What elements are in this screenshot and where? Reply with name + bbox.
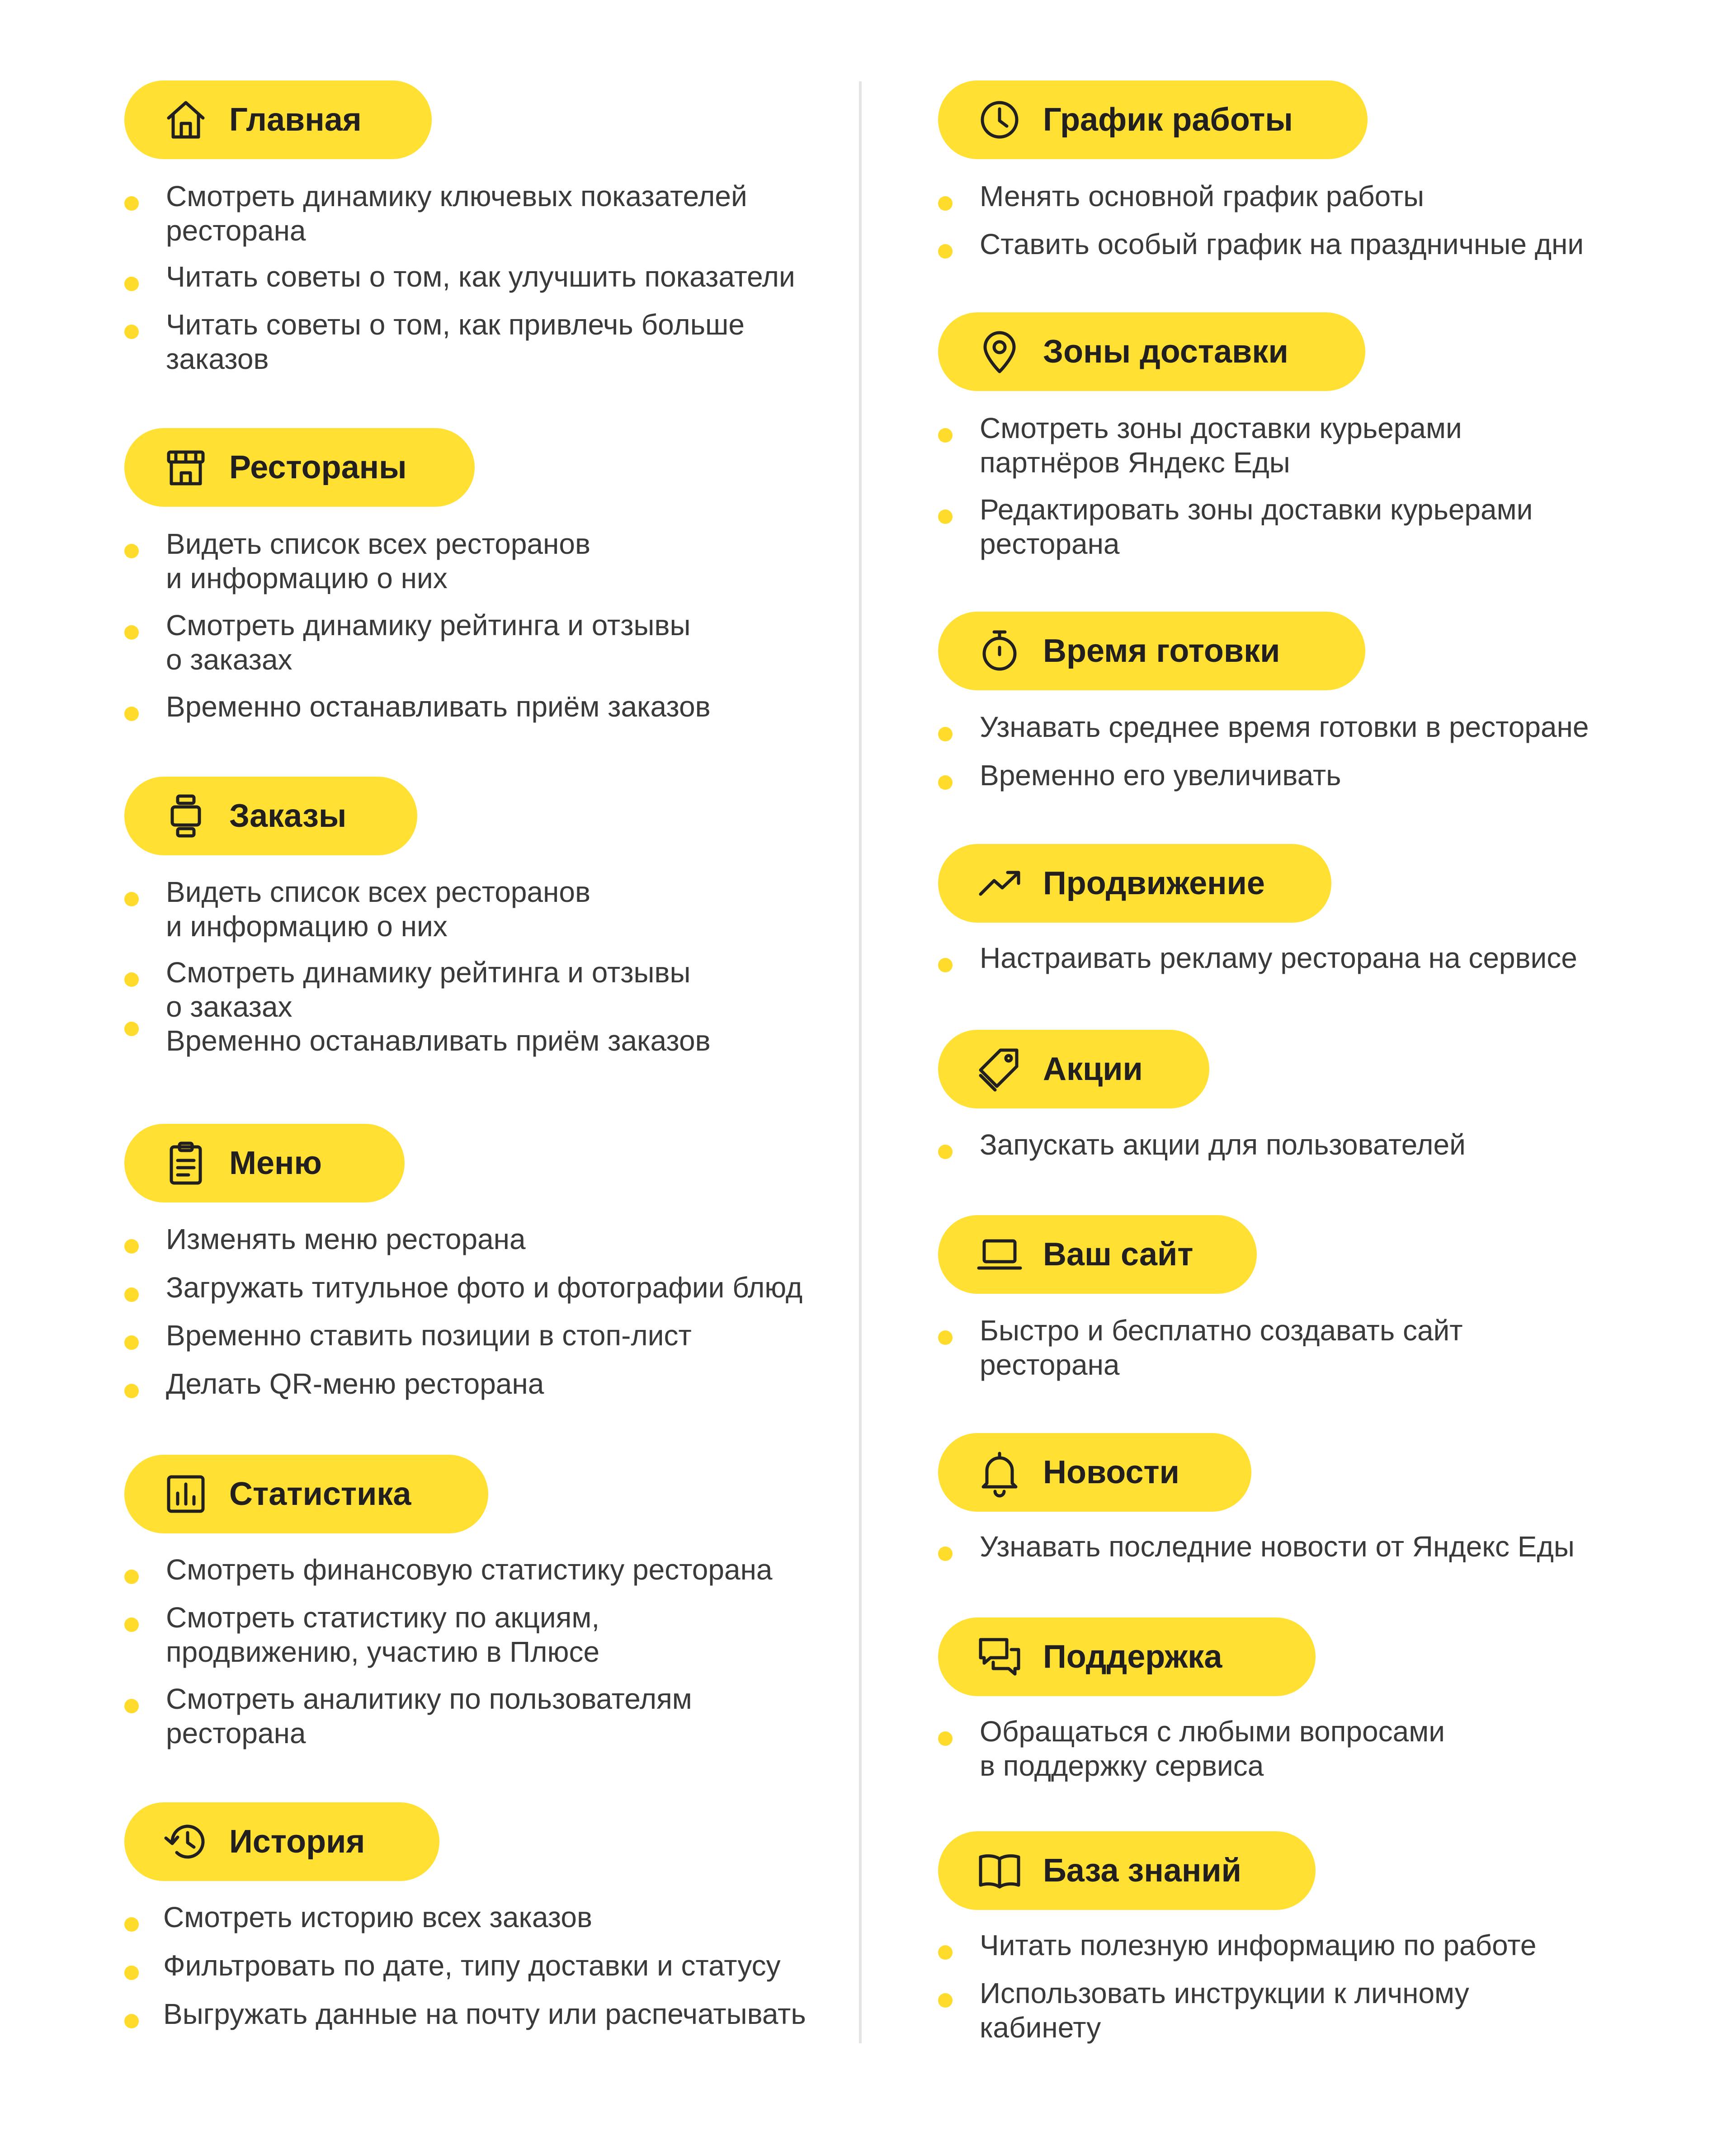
item-text: Быстро и бесплатно создавать сайт ресторана: [980, 1314, 1463, 1381]
section-title: Рестораны: [229, 449, 407, 486]
bullet-dot: [124, 892, 139, 906]
item-text: Видеть список всех ресторанов и информацию о них: [166, 528, 590, 594]
item-text: Смотреть динамику рейтинга и отзывы о заказах: [166, 956, 691, 1023]
item-text: Узнавать среднее время готовки в ресторане: [980, 711, 1589, 743]
bullet-dot: [124, 1022, 139, 1036]
section-orders-header[interactable]: [124, 777, 417, 855]
item-text: Смотреть зоны доставки курьерами партнёров Яндекс Еды: [980, 412, 1462, 479]
section-promotion-header[interactable]: [938, 844, 1331, 923]
section-title: График работы: [1043, 102, 1293, 138]
item-text: Запускать акции для пользователей: [980, 1128, 1466, 1161]
section-title: История: [229, 1824, 365, 1860]
item-text: Выгружать данные на почту или распечатывать: [163, 1998, 806, 2030]
item-text: Смотреть динамику ключевых показателей ресторана: [166, 180, 747, 247]
section-title: Заказы: [229, 798, 347, 834]
section-menu-header[interactable]: [124, 1124, 405, 1202]
section-title: Продвижение: [1043, 865, 1265, 901]
bullet-dot: [124, 1287, 139, 1302]
item-text: Менять основной график работы: [980, 180, 1425, 212]
item-text: Смотреть статистику по акциям, продвижению, участию в Плюсе: [166, 1601, 600, 1668]
clock-icon: [974, 94, 1025, 145]
bullet-dot: [124, 1617, 139, 1632]
bullet-dot: [938, 958, 953, 972]
bullet-dot: [124, 707, 139, 721]
section-support-header[interactable]: [938, 1617, 1316, 1696]
home-icon: [160, 94, 211, 145]
history-icon: [160, 1816, 211, 1867]
chat-icon: [974, 1631, 1025, 1682]
bullet-dot: [124, 277, 139, 291]
bullet-dot: [938, 196, 953, 211]
item-text: Загружать титульное фото и фотографии блюд: [166, 1271, 803, 1304]
bullet-dot: [938, 1945, 953, 1960]
item-text: Временно останавливать приём заказов: [166, 690, 711, 723]
bullet-dot: [124, 625, 139, 640]
section-title: База знаний: [1043, 1853, 1241, 1889]
bullet-dot: [124, 1917, 139, 1932]
section-title: Акции: [1043, 1051, 1143, 1087]
section-promos-header[interactable]: [938, 1030, 1209, 1108]
item-text: Ставить особый график на праздничные дни: [980, 228, 1584, 260]
bullet-dot: [938, 1731, 953, 1746]
item-text: Узнавать последние новости от Яндекс Еды: [980, 1530, 1575, 1563]
bullet-dot: [938, 775, 953, 790]
bullet-dot: [124, 972, 139, 987]
orders-icon: [160, 791, 211, 841]
section-schedule-header[interactable]: [938, 80, 1368, 159]
bullet-dot: [938, 428, 953, 443]
section-site-header[interactable]: [938, 1215, 1257, 1294]
bullet-dot: [938, 1546, 953, 1561]
bell-icon: [974, 1447, 1025, 1498]
bullet-dot: [124, 1335, 139, 1350]
item-text: Читать советы о том, как привлечь больше заказов: [166, 308, 745, 375]
section-title: Статистика: [229, 1476, 411, 1512]
item-text: Обращаться с любыми вопросами в поддержку сервиса: [980, 1715, 1445, 1782]
bar-chart-icon: [160, 1469, 211, 1519]
bullet-dot: [124, 1239, 139, 1254]
section-title: Ваш сайт: [1043, 1236, 1194, 1273]
bullet-dot: [938, 1993, 953, 2008]
section-kb-header[interactable]: [938, 1831, 1316, 1910]
bullet-dot: [124, 325, 139, 339]
tag-icon: [974, 1044, 1025, 1094]
item-text: Редактировать зоны доставки курьерами ресторана: [980, 493, 1533, 560]
item-text: Смотреть финансовую статистику ресторана: [166, 1553, 773, 1586]
item-text: Читать советы о том, как улучшить показатели: [166, 260, 795, 293]
bullet-dot: [938, 1330, 953, 1345]
item-text: Настраивать рекламу ресторана на сервисе: [980, 942, 1577, 974]
bullet-dot: [124, 1966, 139, 1980]
section-title: Поддержка: [1043, 1639, 1222, 1675]
location-pin-icon: [974, 326, 1025, 377]
clipboard-icon: [160, 1138, 211, 1188]
section-title: Главная: [229, 102, 362, 138]
section-main-header[interactable]: [124, 80, 432, 159]
section-title: Новости: [1043, 1454, 1179, 1490]
item-text: Изменять меню ресторана: [166, 1223, 526, 1255]
bullet-dot: [124, 1570, 139, 1584]
bullet-dot: [124, 1699, 139, 1713]
section-title: Меню: [229, 1145, 322, 1181]
section-restaurants-header[interactable]: [124, 428, 475, 507]
item-text: Временно ставить позиции в стоп-лист: [166, 1319, 692, 1352]
book-icon: [974, 1845, 1025, 1896]
item-text: Фильтровать по дате, типу доставки и статусу: [163, 1949, 781, 1982]
item-text: Временно его увеличивать: [980, 759, 1341, 792]
laptop-icon: [974, 1229, 1025, 1280]
section-title: Зоны доставки: [1043, 334, 1288, 370]
section-history-header[interactable]: [124, 1802, 439, 1881]
bullet-dot: [124, 1384, 139, 1398]
section-title: Время готовки: [1043, 633, 1280, 669]
section-zones-header[interactable]: [938, 312, 1365, 391]
item-text: Смотреть аналитику по пользователям ресторана: [166, 1683, 692, 1749]
stopwatch-icon: [974, 626, 1025, 676]
bullet-dot: [124, 196, 139, 211]
bullet-dot: [938, 509, 953, 524]
bullet-dot: [938, 244, 953, 259]
item-text: Читать полезную информацию по работе: [980, 1929, 1537, 1961]
bullet-dot: [124, 544, 139, 558]
column-divider: [859, 81, 862, 2043]
bullet-dot: [938, 1145, 953, 1159]
section-stats-header[interactable]: [124, 1455, 488, 1533]
item-text: Смотреть динамику рейтинга и отзывы о заказах: [166, 609, 691, 676]
section-cooking-header[interactable]: [938, 612, 1365, 690]
bullet-dot: [938, 727, 953, 741]
trending-up-icon: [974, 858, 1025, 909]
section-news-header[interactable]: [938, 1433, 1251, 1512]
item-text: Делать QR-меню ресторана: [166, 1367, 544, 1400]
item-text: Смотреть историю всех заказов: [163, 1901, 592, 1933]
item-text: Временно останавливать приём заказов: [166, 1024, 711, 1057]
bullet-dot: [124, 2014, 139, 2028]
store-icon: [160, 442, 211, 493]
item-text: Использовать инструкции к личному кабинету: [980, 1977, 1469, 2044]
item-text: Видеть список всех ресторанов и информацию о них: [166, 876, 590, 943]
